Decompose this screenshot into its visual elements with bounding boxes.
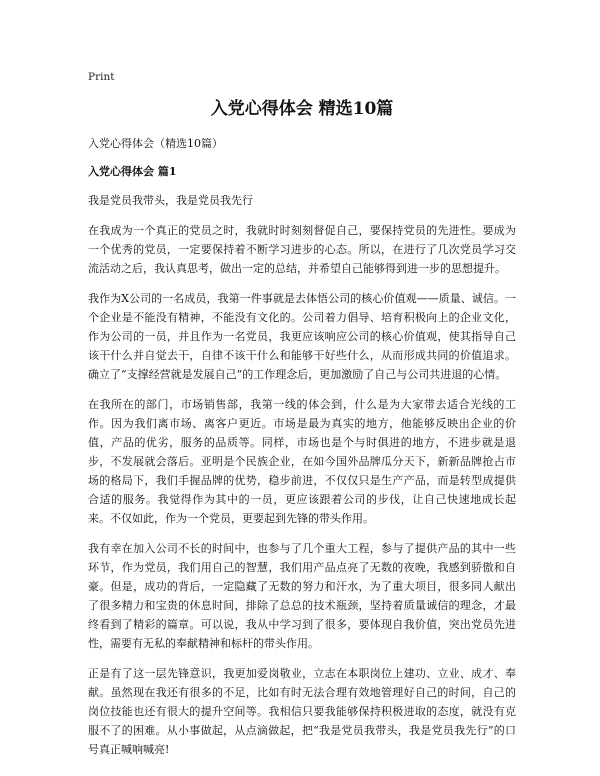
paragraph-4: 在我所在的部门，市场销售部，我第一线的体会到，什么是为大家带去适合光线的工作。因为我们离市场、离客户更近。市场是最为真实的地方，他能够反映出企业的价值，产品的优劣，服务的品质等。同样，市场也是个与时俱进的地方，不进步就是退步，不发展就会落后。亚明是个民族企业，在如今国外品牌瓜分天下，新新品牌抢占市场的格局下，我们手握品牌的优势，稳步前进，不仅仅只是生产产品，而是转型成提供合适的服务。我觉得作为其中的一员，更应该跟着公司的步伐，让自己快速地成长起来。不仅如此，作为一个党员，更要起到先锋的带头作用。 — [88, 398, 516, 525]
document-subtitle: 入党心得体会（精选10篇） — [88, 137, 223, 150]
paragraph-3: 我作为X公司的一名成员，我第一件事就是去体悟公司的核心价值观——质量、诚信。一个企业是不能没有精神，不能没有文化的。公司着力倡导、培育积极向上的企业文化，作为公司的一员，并且作为一名党员，我更应该响应公司的核心价值观，使其指导自己该干什么并自觉去干，自律不该干什么和能够干好些什么，从而形成共同的价值追求。确立了“支撑经营就是发展自己”的工作理念后，更加激励了自己与公司共进退的心情。 — [88, 292, 516, 381]
document-title: 入党心得体会 精选10篇 — [210, 99, 394, 119]
paragraph-5: 我有幸在加入公司不长的时间中，也参与了几个重大工程，参与了提供产品的其中一些环节，作为党员，我们用自己的智慧，我们用产品点亮了无数的夜晚，我感到骄傲和自豪。但是，成功的背后，一定隐藏了无数的努力和汗水，为了重大项目，很多同人献出了很多精力和宝贵的休息时间，排除了总总的技术瓶颈，坚持着质量诚信的理念，才最终看到了精彩的篇章。可以说，我从中学习到了很多，要体现自我价值，突出党员先进性，需要有无私的奉献精神和标杆的带头作用。 — [88, 542, 516, 650]
paragraph-2: 在我成为一个真正的党员之时，我就时时刻刻督促自己，要保持党员的先进性。要成为一个优秀的党员，一定要保持着不断学习进步的心态。所以，在进行了几次党员学习交流活动之后，我认真思考，做出一定的总结，并希望自己能够得到进一步的思想提升。 — [88, 224, 516, 275]
paragraph-6: 正是有了这一层先锋意识，我更加爱岗敬业，立志在本职岗位上建功、立业、成才、奉献。虽然现在我还有很多的不足，比如有时无法合理有效地管理好自己的时间，自己的岗位技能也还有很大的提升空间等。我相信只要我能够保持积极进取的态度，就没有克服不了的困难。从小事做起，从点滴做起，把“我是党员我带头，我是党员我先行”的口号真正喊响喊亮! — [88, 667, 516, 756]
paragraph-1: 我是党员我带头，我是党员我先行 — [88, 194, 253, 207]
section-heading: 入党心得体会 篇1 — [88, 165, 177, 178]
document-page — [88, 70, 516, 770]
print-label: Print — [88, 71, 115, 83]
